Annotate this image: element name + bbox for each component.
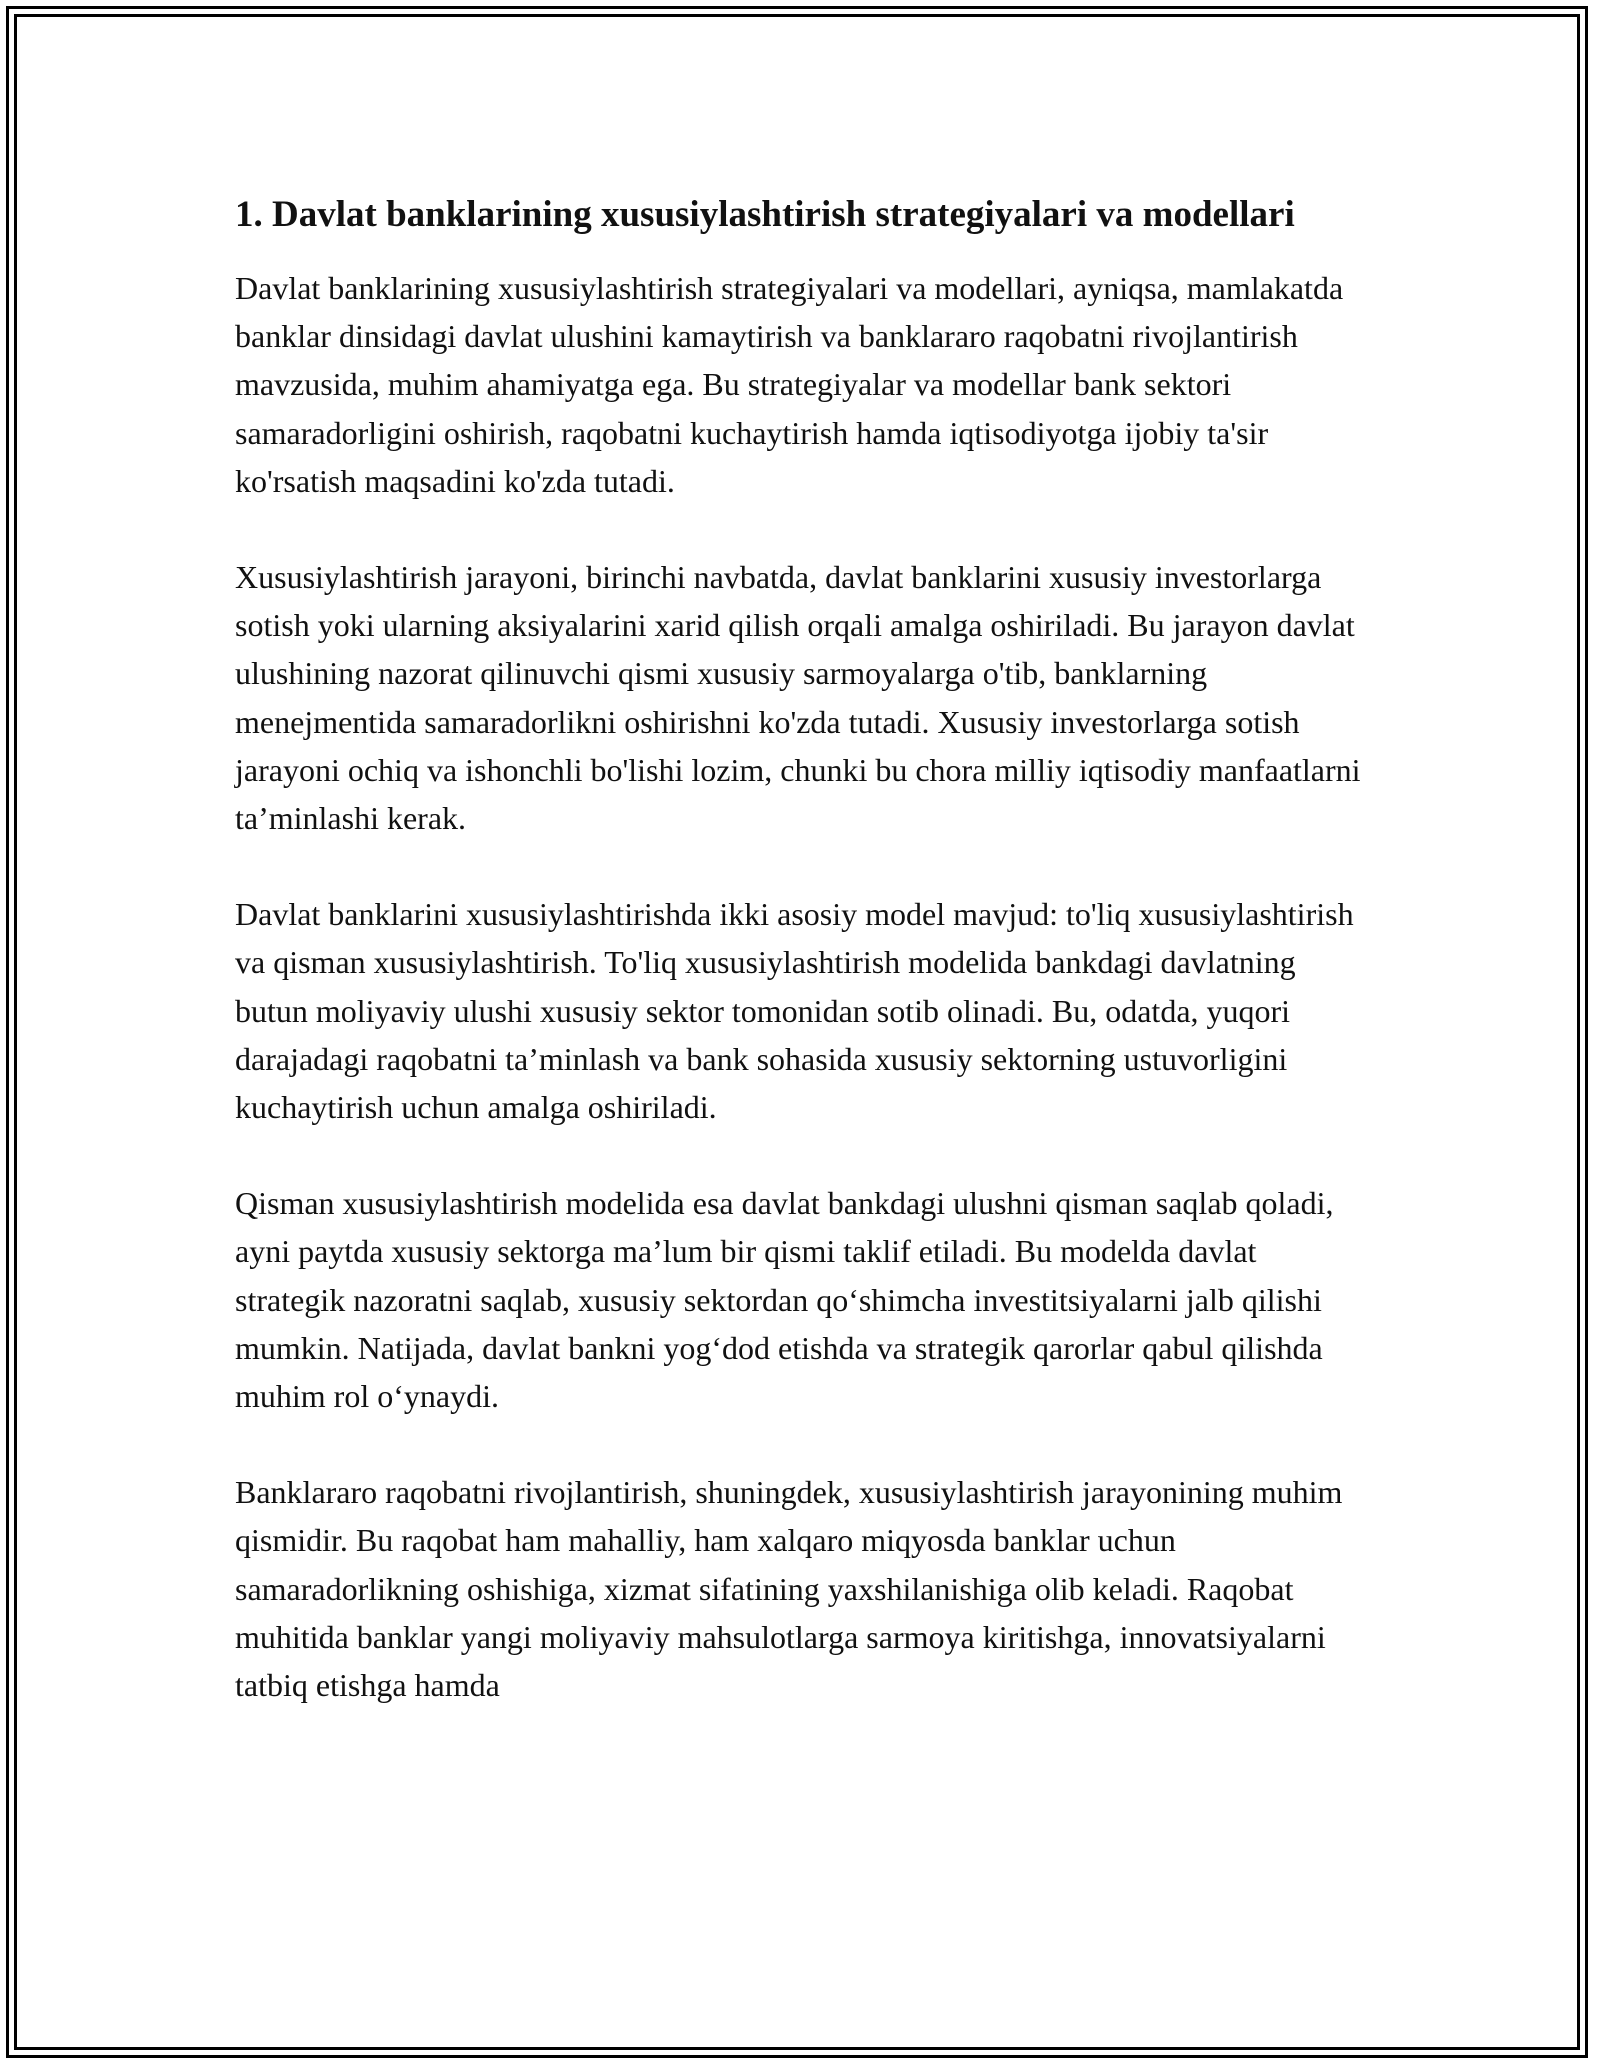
document-body xyxy=(235,188,1365,1757)
paragraph-5: Banklararo raqobatni rivojlantirish, shuningdek, xususiylashtirish jarayonining muhim qismidir. Bu raqobat ham mahalliy, ham xalqaro miqyosda banklar uchun samaradorlikning oshishiga, xizmat sifatining yaxshilanishiga olib keladi. Raqobat muhitida banklar yangi moliyaviy mahsulotlarga sarmoya kiritishga, innovatsiyalarni tatbiq etishga hamda xyxy=(235,1474,1343,1704)
paragraph-1: Davlat banklarining xususiylashtirish strategiyalari va modellari, ayniqsa, mamlakatda banklar dinsidagi davlat ulushini kamaytirish va banklararo raqobatni rivojlantirish mavzusida, muhim ahamiyatga ega. Bu strategiyalar va modellar bank sektori samaradorligini oshirish, raqobatni kuchaytirish hamda iqtisodiyotga ijobiy ta'sir ko'rsatish maqsadini ko'zda tutadi. xyxy=(235,270,1344,499)
paragraph-3: Davlat banklarini xususiylashtirishda ikki asosiy model mavjud: to'liq xususiylashtirish va qisman xususiylashtirish. To'liq xususiylashtirish modelida bankdagi davlatning butun moliyaviy ulushi xususiy sektor tomonidan sotib olinadi. Bu, odatda, yuqori darajadagi raqobatni ta’minlash va bank sohasida xususiy sektorning ustuvorligini kuchaytirish uchun amalga oshiriladi. xyxy=(235,896,1354,1126)
section-heading: 1. Davlat banklarining xususiylashtirish strategiyalari va modellari xyxy=(235,194,1295,235)
paragraph-2: Xususiylashtirish jarayoni, birinchi navbatda, davlat banklarini xususiy investorlarga sotish yoki ularning aksiyalarini xarid qilish orqali amalga oshiriladi. Bu jarayon davlat ulushining nazorat qilinuvchi qismi xususiy sarmoyalarga o'tib, banklarning menejmentida samaradorlikni oshirishni ko'zda tutadi. Xususiy investorlarga sotish jarayoni ochiq va ishonchli bo'lishi lozim, chunki bu chora milliy iqtisodiy manfaatlarni ta’minlashi kerak. xyxy=(235,559,1361,837)
paragraph-4: Qisman xususiylashtirish modelida esa davlat bankdagi ulushni qisman saqlab qoladi, ayni paytda xususiy sektorga ma’lum bir qismi taklif etiladi. Bu modelda davlat strategik nazoratni saqlab, xususiy sektordan qo‘shimcha investitsiyalarni jalb qilishi mumkin. Natijada, davlat bankni yog‘dod etishda va strategik qarorlar qabul qilishda muhim rol o‘ynaydi. xyxy=(235,1185,1334,1415)
